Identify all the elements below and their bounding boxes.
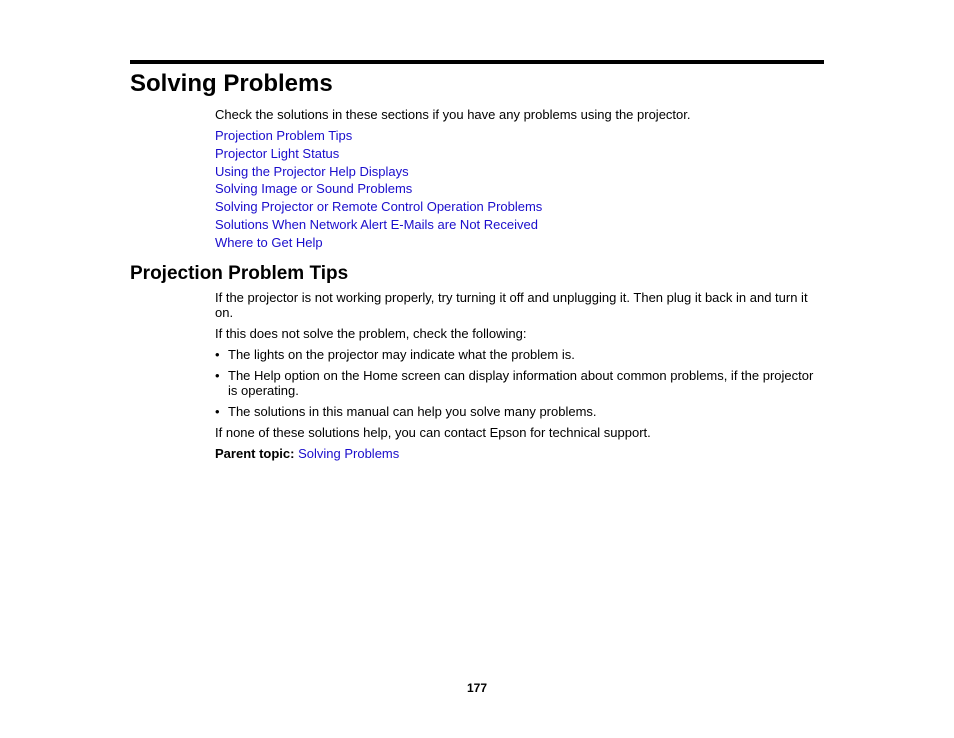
parent-topic-link[interactable]: Solving Problems (298, 446, 400, 461)
title-rule (130, 60, 824, 64)
parent-topic-label: Parent topic: (215, 446, 295, 461)
link-where-to-get-help[interactable]: Where to Get Help (215, 234, 323, 250)
paragraph-restart: If the projector is not working properly, try turning it off and unplugging it. Then plug it back in and turn it on. (215, 290, 808, 320)
bullet-item: The Help option on the Home screen can display information about common problems, if the projector is operating. (228, 368, 814, 398)
bullet-marker: • (215, 347, 220, 362)
paragraph-contact-support: If none of these solutions help, you can contact Epson for technical support. (215, 425, 651, 440)
link-projection-problem-tips[interactable]: Projection Problem Tips (215, 128, 353, 143)
link-image-sound-problems[interactable]: Solving Image or Sound Problems (215, 181, 413, 197)
intro-text: Check the solutions in these sections if you have any problems using the projector. (215, 107, 691, 122)
link-projector-light-status[interactable]: Projector Light Status (215, 145, 340, 161)
link-projector-help-displays[interactable]: Using the Projector Help Displays (215, 163, 409, 179)
bullet-marker: • (215, 404, 220, 419)
parent-topic (215, 446, 399, 461)
link-remote-control-problems[interactable]: Solving Projector or Remote Control Operation Problems (215, 199, 543, 215)
page-title: Solving Problems (130, 70, 333, 97)
link-network-alert-emails[interactable]: Solutions When Network Alert E-Mails are Not Received (215, 216, 538, 232)
section-heading: Projection Problem Tips (130, 263, 349, 284)
topic-link-list (215, 128, 542, 253)
bullet-item: The lights on the projector may indicate what the problem is. (228, 347, 575, 362)
paragraph-check-following: If this does not solve the problem, check the following: (215, 326, 527, 341)
page-number: 177 (466, 681, 488, 695)
bullet-item: The solutions in this manual can help you solve many problems. (228, 404, 597, 419)
bullet-marker: • (215, 368, 220, 383)
